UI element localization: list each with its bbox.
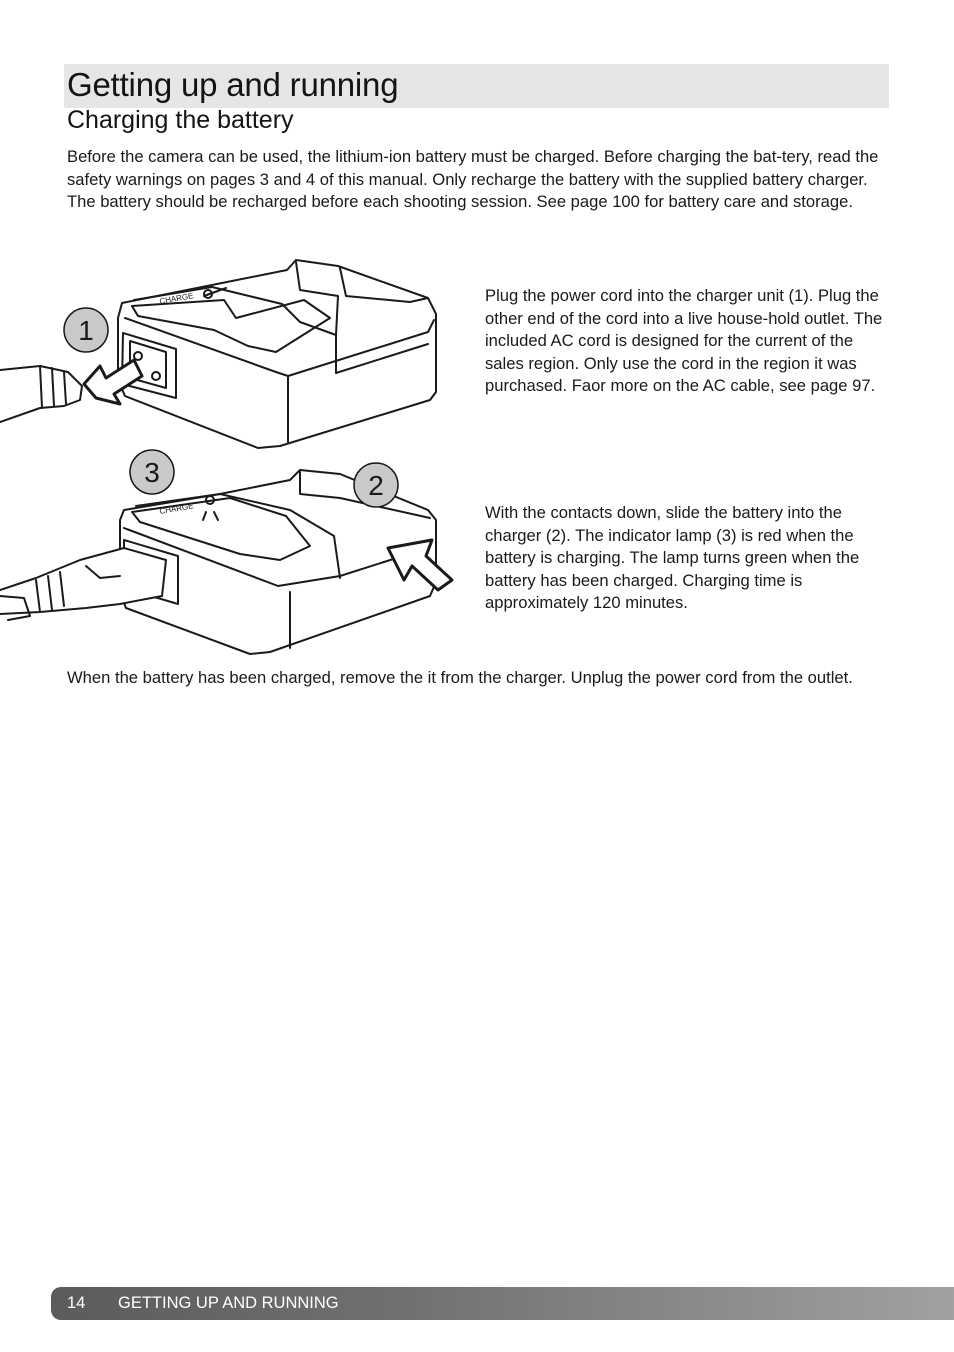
- section-title: Charging the battery: [67, 106, 294, 134]
- outro-paragraph: When the battery has been charged, remove the it from the charger. Unplug the power cord from the outlet.: [67, 668, 853, 687]
- step-2-text: With the contacts down, slide the battery into the charger (2). The indicator lamp (3) is red when the battery is charging. The lamp turns green when the battery has been charged. Charging time is approximately 120 minutes.: [485, 503, 860, 613]
- step-1-text: Plug the power cord into the charger unit (1). Plug the other end of the cord into a live house-hold outlet. The included AC cord is designed for the current of the sales region. Only use the cord in the region it was purchased. Faor more on the AC cable, see page 97.: [485, 286, 883, 396]
- page-number: 14: [67, 1294, 86, 1312]
- footer-section-label: GETTING UP AND RUNNING: [118, 1294, 339, 1312]
- page-title: Getting up and running: [67, 66, 399, 103]
- charger-label-bottom: CHARGE: [158, 501, 195, 516]
- svg-text:2: 2: [368, 470, 384, 501]
- charger-illustration: [0, 250, 470, 660]
- svg-text:1: 1: [78, 315, 94, 346]
- callout-3: [130, 450, 174, 494]
- callout-2: [354, 463, 398, 507]
- intro-paragraph: Before the camera can be used, the lithium-ion battery must be charged. Before charging the bat-tery, read the safety warnings on pages 3 and 4 of this manual. Only recharge the battery with the supplied battery charger. The battery should be recharged before each shooting session. See page 100 for battery care and storage.: [67, 147, 879, 212]
- charger-label-top: CHARGE: [158, 291, 195, 306]
- footer-bar: [51, 1287, 954, 1320]
- svg-text:3: 3: [144, 457, 160, 488]
- charger-top-drawing: [0, 260, 436, 448]
- title-bar: [64, 64, 889, 108]
- callout-1: [64, 308, 108, 352]
